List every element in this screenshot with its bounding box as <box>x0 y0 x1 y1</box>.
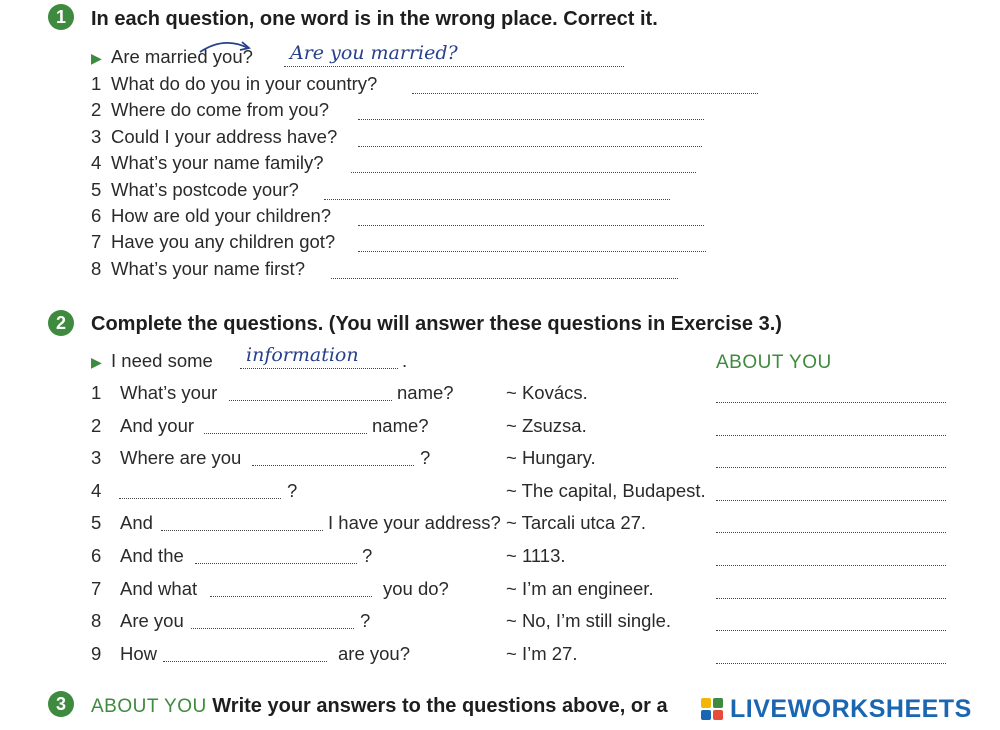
answer-input-line[interactable] <box>161 530 323 531</box>
exercise-2-number: 2 <box>48 310 74 336</box>
exercise-2-item-number: 6 <box>91 545 102 566</box>
exercise-2-item-number: 1 <box>91 382 102 403</box>
exercise-1-item <box>91 258 305 280</box>
item-question: Where do come from you? <box>111 99 329 121</box>
about-you-input-line[interactable] <box>716 467 946 468</box>
item-number: 5 <box>91 178 102 200</box>
reply-text: ~ The capital, Budapest. <box>506 479 706 501</box>
reply-text: ~ I’m an engineer. <box>506 577 654 599</box>
question-end: ? <box>287 479 298 501</box>
logo-icon <box>700 697 724 721</box>
question-end: ? <box>420 447 431 469</box>
answer-input-line[interactable] <box>119 498 281 499</box>
reply-text: ~ Zsuzsa. <box>506 414 587 436</box>
about-you-label: ABOUT YOU <box>716 352 832 373</box>
exercise-2-example <box>91 350 213 372</box>
item-question: What’s your name family? <box>111 152 324 174</box>
item-question: What do do you in your country? <box>111 73 378 94</box>
question-start: And the <box>120 545 184 566</box>
reply-text: ~ No, I’m still single. <box>506 610 672 632</box>
arrow-icon: ▶ <box>91 50 102 66</box>
exercise-2-example-answer: information <box>246 344 359 366</box>
item-number: 8 <box>91 257 102 279</box>
answer-input-line[interactable] <box>331 278 678 279</box>
about-you-label: ABOUT YOU <box>91 696 207 717</box>
answer-line <box>240 368 398 369</box>
item-number: 7 <box>91 231 102 253</box>
about-you-input-line[interactable] <box>716 598 946 599</box>
answer-input-line[interactable] <box>358 119 704 120</box>
about-you-input-line[interactable] <box>716 565 946 566</box>
reply-text: ~ Hungary. <box>506 447 596 469</box>
exercise-2-instruction: Complete the questions. (You will answer these questions in Exercise 3.) <box>91 313 782 335</box>
answer-input-line[interactable] <box>358 251 706 252</box>
about-you-input-line[interactable] <box>716 663 946 664</box>
item-question: Could I your address have? <box>111 125 338 147</box>
about-you-input-line[interactable] <box>716 630 946 631</box>
example-question: Are married you? <box>111 46 253 67</box>
exercise-3-instruction <box>91 695 668 718</box>
answer-input-line[interactable] <box>195 563 357 564</box>
item-question: How are old your children? <box>111 205 332 226</box>
reply-text: ~ Kovács. <box>506 382 588 403</box>
example-before: I need some <box>111 350 213 371</box>
question-start: What’s your <box>120 382 218 403</box>
exercise-1-instruction: In each question, one word is in the wrong place. Correct it. <box>91 8 658 30</box>
question-end: you do? <box>383 577 449 599</box>
question-end: ? <box>360 610 371 632</box>
reply-text: ~ 1113. <box>506 545 566 566</box>
about-you-input-line[interactable] <box>716 500 946 501</box>
answer-input-line[interactable] <box>229 400 392 401</box>
answer-input-line[interactable] <box>412 93 758 94</box>
exercise-3-number: 3 <box>48 691 74 717</box>
reply-text: ~ Tarcali utca 27. <box>506 512 647 534</box>
answer-input-line[interactable] <box>351 172 696 173</box>
example-after: . <box>402 350 408 371</box>
question-start: And what <box>120 577 198 599</box>
answer-input-line[interactable] <box>358 146 702 147</box>
question-end: ? <box>362 545 373 566</box>
exercise-2-item-number: 9 <box>91 642 102 664</box>
question-start: And your <box>120 414 195 436</box>
exercise-1-item <box>91 126 337 148</box>
answer-input-line[interactable] <box>204 433 367 434</box>
exercise-3-text: Write your answers to the questions above, or a <box>212 695 668 717</box>
question-end: name? <box>397 382 454 403</box>
arrow-icon: ▶ <box>91 354 102 370</box>
item-number: 2 <box>91 99 102 121</box>
answer-input-line[interactable] <box>210 596 372 597</box>
item-number: 1 <box>91 73 102 94</box>
exercise-2-item-number: 7 <box>91 577 102 599</box>
exercise-1-item <box>91 152 324 174</box>
question-end: are you? <box>338 642 410 664</box>
exercise-1-item <box>91 205 331 227</box>
question-start: Are you <box>120 610 184 632</box>
exercise-2-item-number: 8 <box>91 610 102 632</box>
liveworksheets-logo <box>700 692 972 726</box>
exercise-1-example-answer: Are you married? <box>290 42 458 64</box>
item-question: What’s your name first? <box>111 257 305 279</box>
question-start: How <box>120 642 158 664</box>
answer-input-line[interactable] <box>252 465 414 466</box>
reply-text: ~ I’m 27. <box>506 642 578 664</box>
exercise-2-item-number: 4 <box>91 479 102 501</box>
exercise-2-item-number: 3 <box>91 447 102 469</box>
question-start: And <box>120 512 153 534</box>
exercise-1-item <box>91 73 377 95</box>
answer-input-line[interactable] <box>163 661 327 662</box>
answer-input-line[interactable] <box>358 225 704 226</box>
about-you-input-line[interactable] <box>716 435 946 436</box>
about-you-input-line[interactable] <box>716 532 946 533</box>
item-question: What’s postcode your? <box>111 178 299 200</box>
answer-input-line[interactable] <box>191 628 354 629</box>
exercise-1-item <box>91 99 329 121</box>
item-number: 6 <box>91 205 102 226</box>
logo-text: LIVEWORKSHEETS <box>730 694 972 723</box>
answer-line <box>284 66 624 67</box>
question-end: I have your address? <box>328 512 501 534</box>
item-number: 4 <box>91 152 102 174</box>
exercise-1-item <box>91 179 299 201</box>
answer-input-line[interactable] <box>324 199 670 200</box>
question-start: Where are you <box>120 447 242 469</box>
item-number: 3 <box>91 125 102 147</box>
question-end: name? <box>372 414 429 436</box>
item-question: Have you any children got? <box>111 231 336 253</box>
exercise-2-item-number: 5 <box>91 512 102 534</box>
curved-arrow-icon <box>196 36 256 54</box>
exercise-1-number: 1 <box>48 4 74 30</box>
exercise-2-item-number: 2 <box>91 414 102 436</box>
about-you-input-line[interactable] <box>716 402 946 403</box>
exercise-1-item <box>91 231 335 253</box>
